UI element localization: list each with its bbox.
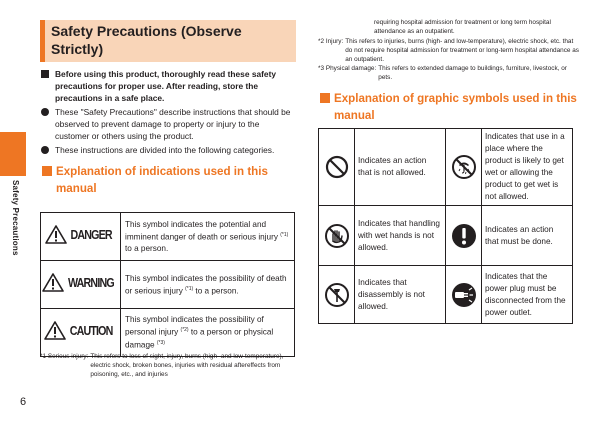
symbol-description: Indicates an action that must be done. bbox=[482, 206, 573, 266]
round-bullet-icon bbox=[41, 108, 49, 116]
warning-triangle-icon bbox=[45, 225, 67, 244]
warning-triangle-icon bbox=[42, 273, 64, 292]
warning-triangle-icon bbox=[44, 321, 66, 340]
bullet-item: These "Safety Precautions" describe instructions that should be observed to prevent damage to property or injury to the customer or others using the product. bbox=[40, 106, 296, 142]
signal-word: CAUTION bbox=[69, 322, 113, 338]
danger-signal bbox=[41, 213, 121, 261]
page-number: 6 bbox=[20, 396, 27, 408]
symbol-description: Indicates that disassembly is not allowed. bbox=[355, 266, 446, 324]
footnote-physical-damage: *3 Physical damage: This refers to extended damage to buildings, furniture, livestock, or pets. bbox=[318, 65, 567, 81]
footnote-serious-injury: *1 Serious injury: This refers to loss of sight, injury, burns (high- and low-temperature), electric shock, broken bones, injuries with residual aftereffects from poisoning, etc., and injuries bbox=[40, 353, 284, 378]
prohibited-icon bbox=[325, 155, 349, 179]
symbol-description: Indicates that the power plug must be disconnected from the power outlet. bbox=[482, 266, 573, 324]
symbol-description: Indicates that handling with wet hands is not allowed. bbox=[355, 206, 446, 266]
caution-signal bbox=[41, 309, 121, 357]
square-bullet-icon bbox=[41, 70, 49, 78]
bullet-item: These instructions are divided into the following categories. bbox=[40, 144, 296, 156]
signal-description: This symbol indicates the potential and imminent danger of death or serious injury $^{(*1)}$ to a person. bbox=[121, 213, 295, 261]
symbol-description: Indicates that use in a place where the product is likely to get wet or allowing the product to get wet is not allowed. bbox=[482, 129, 573, 206]
table-row bbox=[41, 309, 295, 357]
left-column bbox=[40, 20, 296, 197]
signal-description: This symbol indicates the possibility of death or serious injury $^{(*1)}$ to a person. bbox=[121, 261, 295, 309]
orange-square-icon bbox=[42, 166, 52, 176]
mandatory-action-icon bbox=[451, 223, 477, 249]
orange-square-icon bbox=[320, 93, 330, 103]
round-bullet-icon bbox=[41, 146, 49, 154]
footnote-injury: *2 Injury: This refers to injuries, burns (high- and low-temperature), electric shock, etc. that do not require hospital admission for treatment or long-term hospital attendance as an outpatient. bbox=[318, 38, 579, 63]
symbol-description: Indicates an action that is not allowed. bbox=[355, 129, 446, 206]
indications-heading: Explanation of indications used in this manual bbox=[40, 163, 296, 197]
signal-word: DANGER bbox=[70, 226, 112, 242]
right-column bbox=[318, 90, 584, 124]
no-disassembly-icon bbox=[324, 282, 350, 308]
footnote-serious-injury-continued: requiring hospital admission for treatment or long term hospital attendance as an outpatient. bbox=[374, 19, 551, 35]
signal-word: WARNING bbox=[68, 274, 114, 290]
indications-table bbox=[40, 212, 295, 357]
table-row bbox=[41, 261, 295, 309]
table-row bbox=[319, 266, 573, 324]
signal-description: This symbol indicates the possibility of personal injury $^{(*2)}$ to a person or physical damage $^{(*3)}$ bbox=[121, 309, 295, 357]
table-row bbox=[319, 206, 573, 266]
section-side-label: Safety Precautions bbox=[11, 180, 20, 256]
section-tab-marker bbox=[0, 132, 26, 176]
unplug-icon bbox=[451, 282, 477, 308]
symbols-heading: Explanation of graphic symbols used in this manual bbox=[318, 90, 584, 124]
table-row bbox=[319, 129, 573, 206]
page-title: Safety Precautions (Observe Strictly) bbox=[40, 20, 296, 62]
no-wet-hands-icon bbox=[324, 223, 350, 249]
footnotes-continued bbox=[318, 18, 582, 82]
lead-paragraph: Before using this product, thoroughly read these safety precautions for proper use. After reading, store the precautions in a safe place. bbox=[40, 68, 296, 104]
warning-signal bbox=[41, 261, 121, 309]
symbols-table bbox=[318, 128, 573, 324]
no-wet-place-icon bbox=[451, 154, 477, 180]
table-row bbox=[41, 213, 295, 261]
